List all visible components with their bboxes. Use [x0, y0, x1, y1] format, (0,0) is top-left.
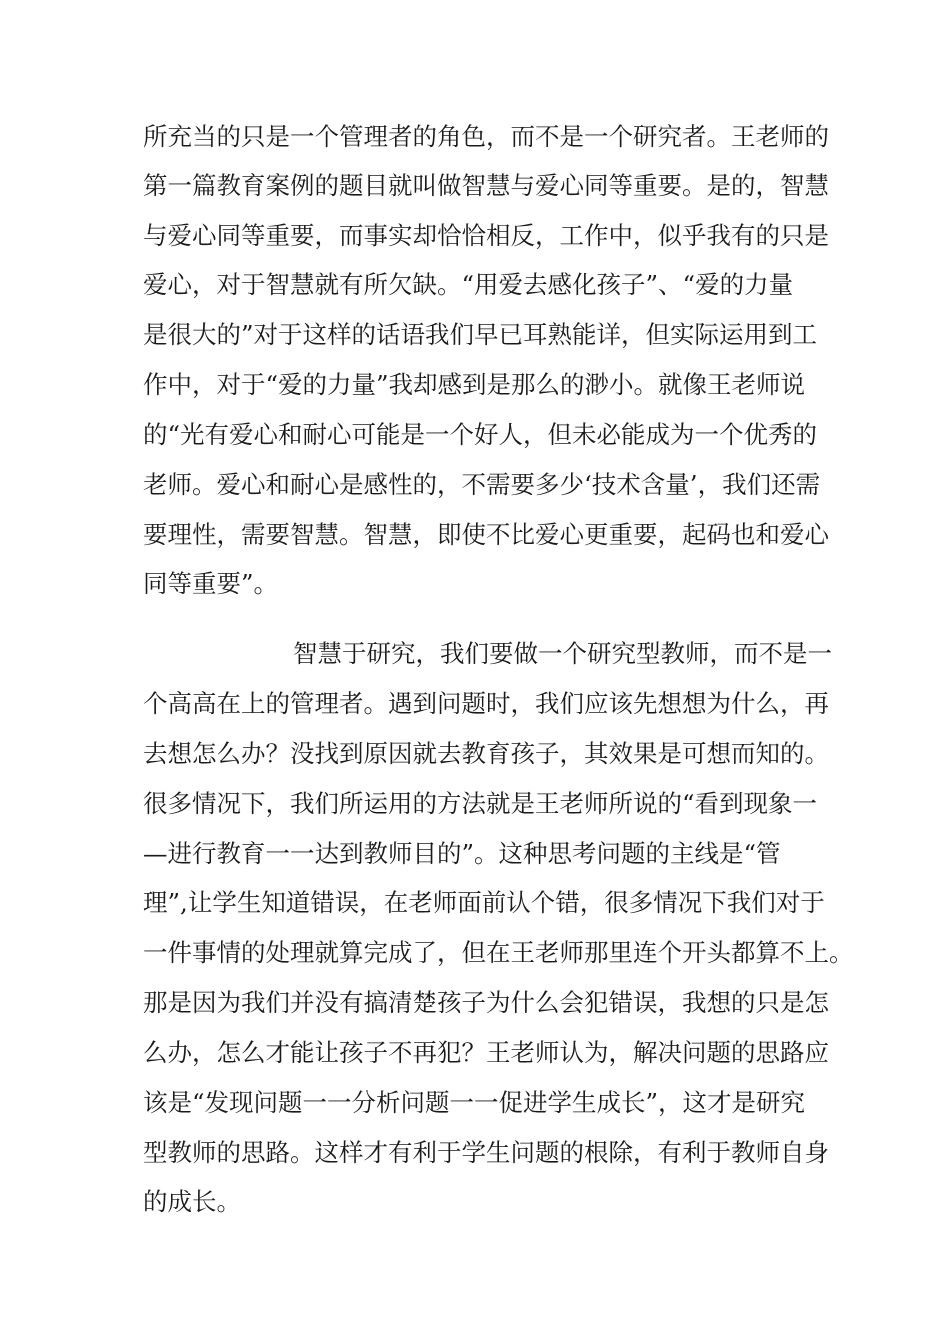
paragraph-2-line-12: 的成长。 [143, 1187, 241, 1216]
paragraph-1-line-8: 老师。爱心和耐心是感性的，不需要多少‘技术含量’，我们还需 [143, 470, 821, 499]
paragraph-1-line-2: 第一篇教育案例的题目就叫做智慧与爱心同等重要。是的，智慧 [143, 171, 829, 200]
paragraph-1-line-1: 所充当的只是一个管理者的角色，而不是一个研究者。王老师的 [143, 122, 829, 151]
paragraph-2-line-6: 理”,让学生知道错误，在老师面前认个错，很多情况下我们对于 [143, 888, 825, 917]
paragraph-2-line-5: —进行教育一一达到教师目的”。这种思考问题的主线是“管 [143, 839, 781, 868]
paragraph-2-line-2: 个高高在上的管理者。遇到问题时，我们应该先想想为什么，再 [143, 689, 829, 718]
paragraph-2-line-10: 该是“发现问题一一分析问题一一促进学生成长”，这才是研究 [143, 1088, 806, 1117]
paragraph-2-line-9: 么办，怎么才能让孩子不再犯？王老师认为，解决问题的思路应 [143, 1038, 829, 1067]
paragraph-1-line-6: 作中，对于“爱的力量”我却感到是那么的渺小。就像王老师说 [143, 370, 806, 399]
paragraph-1-line-4: 爱心，对于智慧就有所欠缺。“用爱去感化孩子”、“爱的力量 [143, 270, 794, 299]
paragraph-1-line-10: 同等重要”。 [143, 569, 279, 598]
paragraph-2-line-11: 型教师的思路。这样才有利于学生问题的根除，有利于教师自身 [143, 1138, 829, 1167]
paragraph-2-line-1: 智慧于研究，我们要做一个研究型教师，而不是一 [293, 639, 832, 668]
paragraph-1-line-9: 要理性，需要智慧。智慧，即使不比爱心更重要，起码也和爱心 [143, 520, 829, 549]
paragraph-1-line-5: 是很大的”对于这样的话语我们早已耳熟能详，但实际运用到工 [143, 320, 818, 349]
paragraph-1-line-3: 与爱心同等重要，而事实却恰恰相反，工作中，似乎我有的只是 [143, 221, 829, 250]
paragraph-2-line-3: 去想怎么办？没找到原因就去教育孩子，其效果是可想而知的。 [143, 739, 829, 768]
paragraph-2-line-7: 一件事情的处理就算完成了，但在王老师那里连个开头都算不上。 [143, 938, 854, 967]
paragraph-2-line-8: 那是因为我们并没有搞清楚孩子为什么会犯错误，我想的只是怎 [143, 988, 829, 1017]
paragraph-1-line-7: 的“光有爱心和耐心可能是一个好人，但未必能成为一个优秀的 [143, 420, 818, 449]
paragraph-2-line-4: 很多情况下，我们所运用的方法就是王老师所说的“看到现象一 [143, 789, 818, 818]
